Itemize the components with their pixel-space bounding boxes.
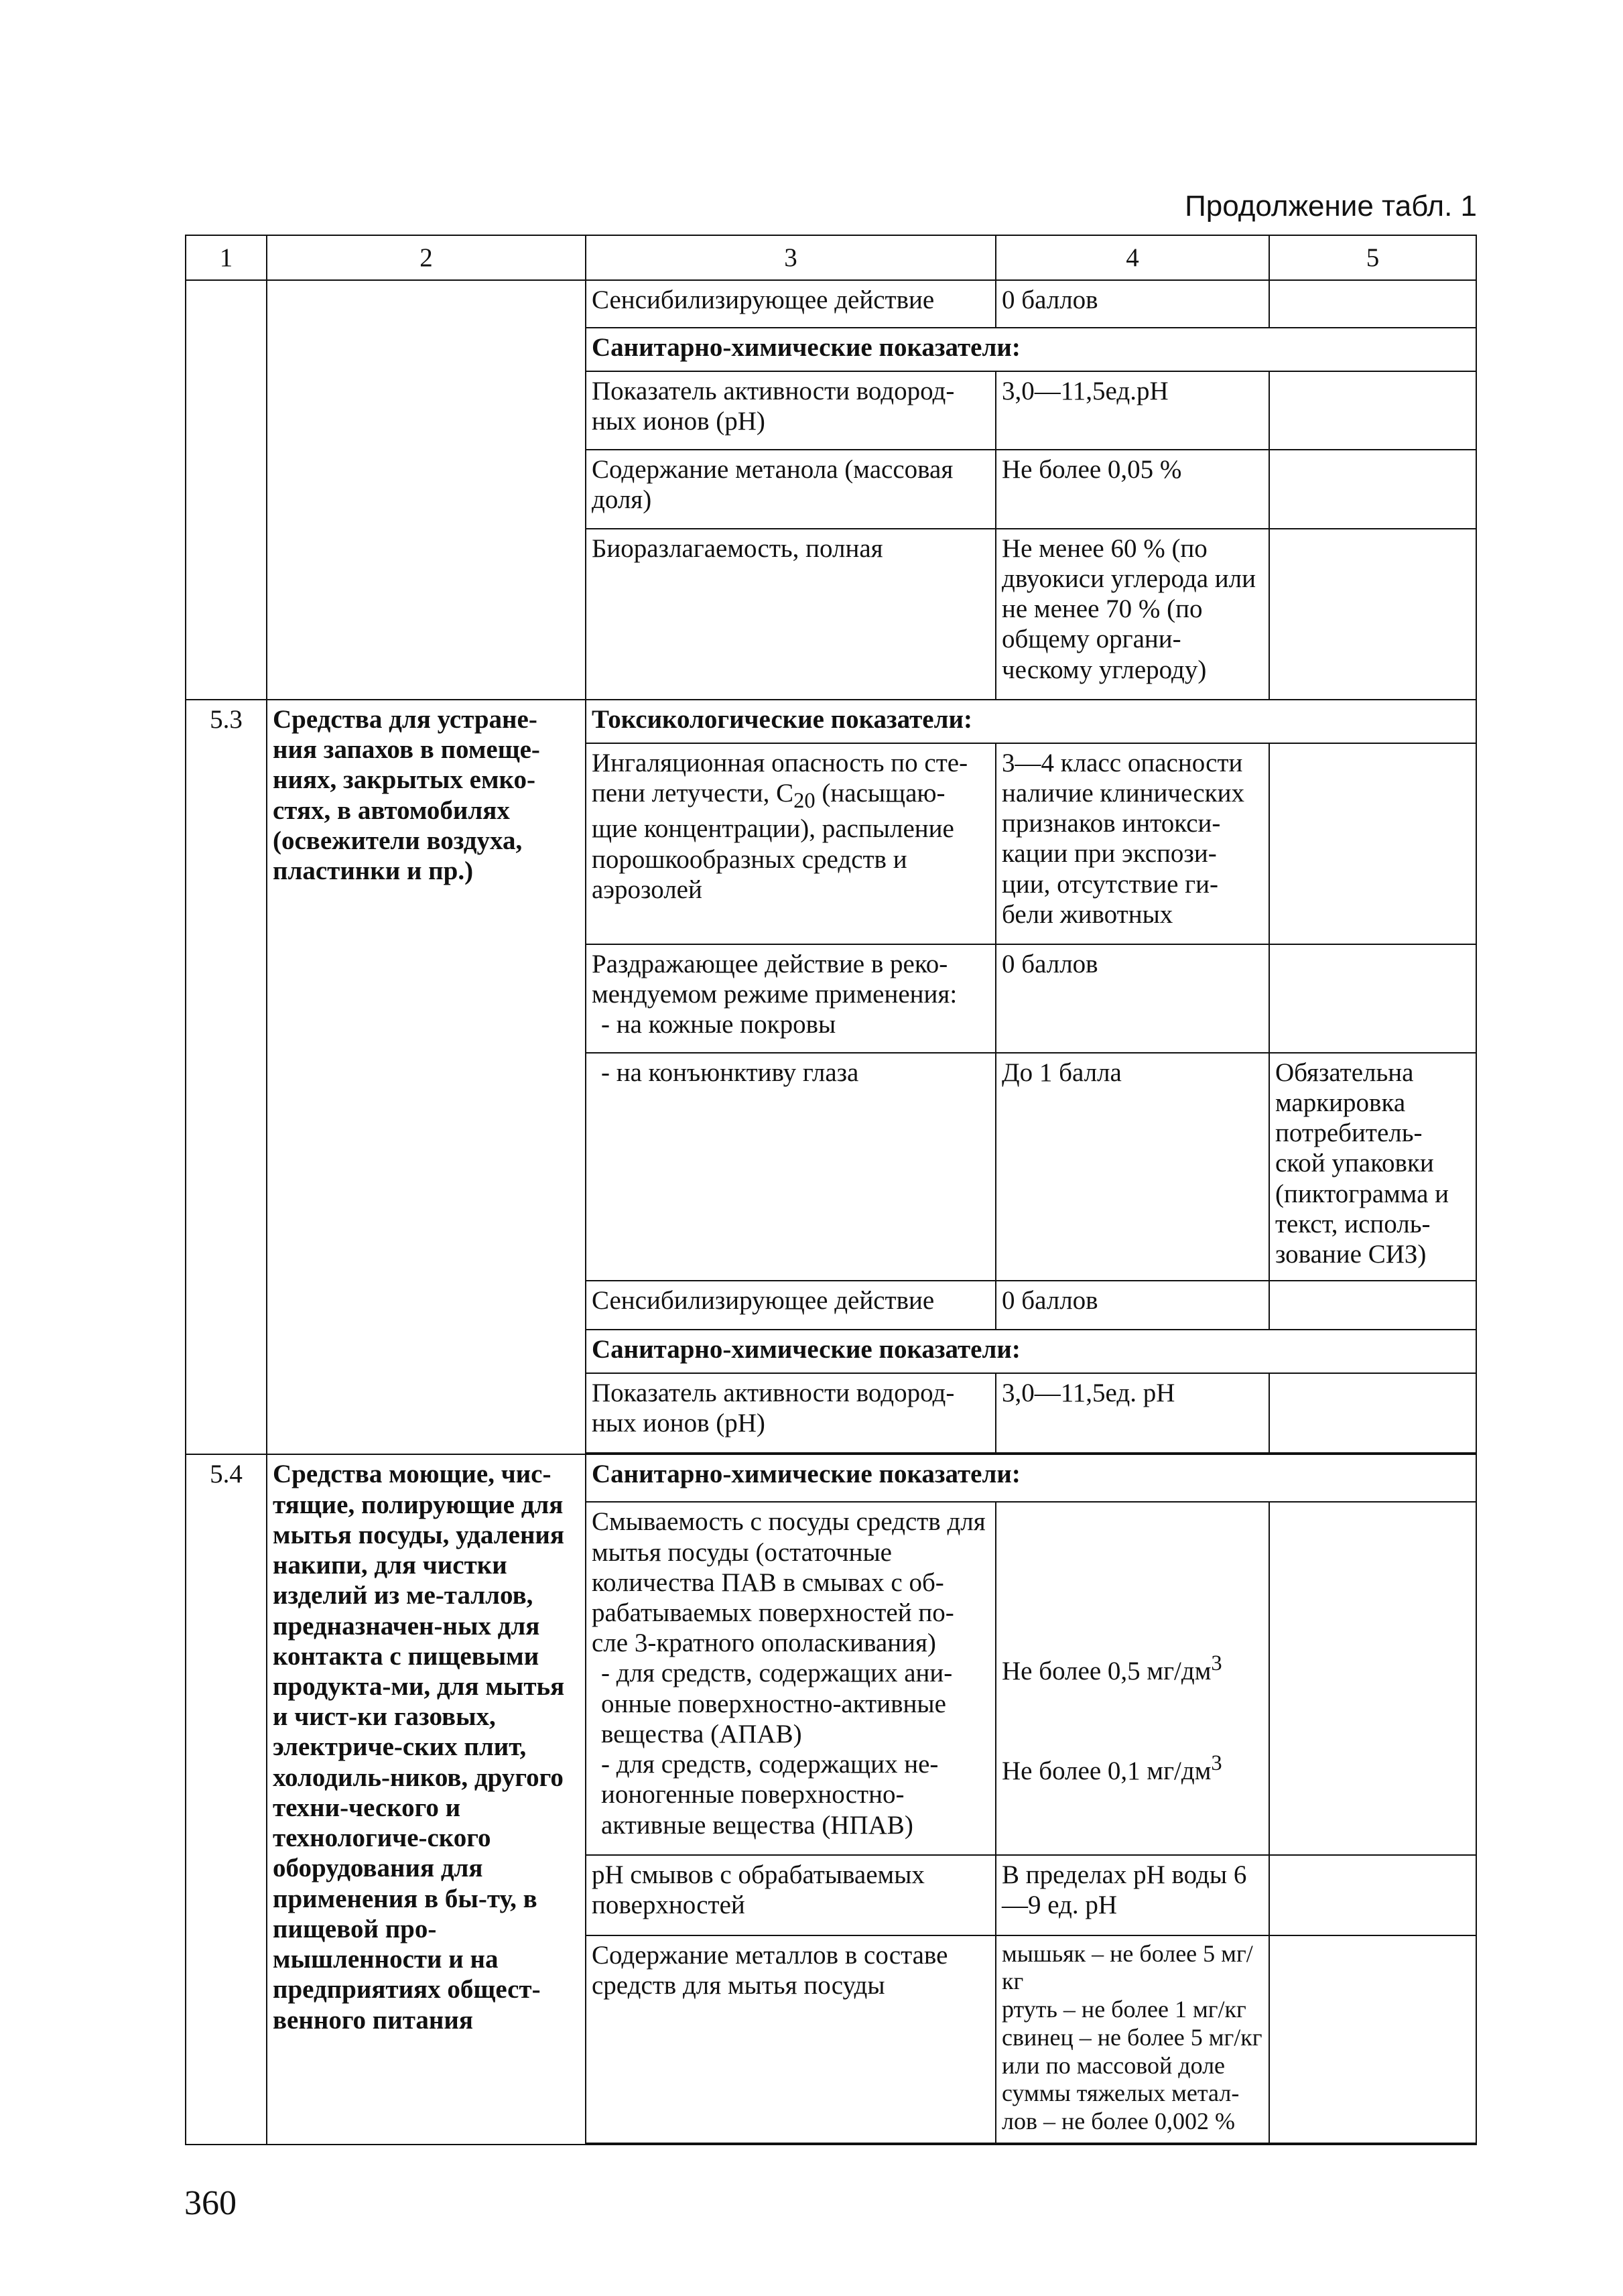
subscript: 20	[793, 788, 816, 813]
indicator-text: Раздражающее действие в реко-мендуемом режиме применения:	[592, 949, 958, 1009]
indicator-cell	[586, 1053, 996, 1281]
section-header: Санитарно-химические показатели:	[586, 1454, 1476, 1502]
indicator-subitem: - для средств, содержащих ани-онные поверхностно-активные вещества (АПАВ)	[601, 1659, 953, 1748]
data-table	[185, 235, 1477, 2145]
column-header: 3	[586, 235, 996, 280]
norm-cell: До 1 балла	[996, 1053, 1269, 1281]
indicator-cell: Показатель активности водород-ных ионов (рН)	[586, 371, 996, 450]
superscript: 3	[1211, 1750, 1222, 1775]
spacer	[1002, 1687, 1263, 1751]
note-cell: Обязательна маркировка потребитель-ской упаковки (пиктограмма и текст, исполь-зование СИЗ)	[1269, 1053, 1476, 1281]
table-caption: Продолжение табл. 1	[1185, 190, 1477, 222]
norm-cell: 0 баллов	[996, 280, 1269, 328]
norm-cell: 3,0—11,5ед. рН	[996, 1373, 1269, 1454]
indicator-cell	[586, 944, 996, 1053]
indicator-cell: Содержание металлов в составе средств для мытья посуды	[586, 1935, 996, 2143]
item-number: 5.3	[186, 700, 267, 1454]
norm-line: или по массовой доле суммы тяжелых метал-лов – не более 0,002 %	[1002, 2051, 1240, 2135]
note-cell	[1269, 1373, 1476, 1454]
product-group: Средства моющие, чис-тящие, полирующие для мытья посуды, удаления накипи, для чистки изделий из ме-таллов, предназначен-ных для контакта с пищевыми продукта-ми, для мытья и чист-ки газовых, электриче-ских плит, холодиль-ников, другого техни-ческого и технологиче-ского оборудования для применения в бы-ту, в пищевой про-мышленности и на предприятиях общест-венного питания	[267, 1454, 586, 2145]
column-header: 2	[267, 235, 586, 280]
norm-cell: 0 баллов	[996, 944, 1269, 1053]
indicator-subitem: - на кожные покровы	[601, 1010, 836, 1039]
norm-cell: В пределах рН воды 6—9 ед. рН	[996, 1855, 1269, 1935]
indicator-cell	[586, 1502, 996, 1855]
column-header: 4	[996, 235, 1269, 280]
cell-empty	[267, 280, 586, 700]
item-number: 5.4	[186, 1454, 267, 2145]
norm-text: Не более 0,1 мг/дм	[1002, 1756, 1212, 1785]
table-row	[186, 700, 1476, 743]
note-cell	[1269, 280, 1476, 328]
section-header: Токсикологические показатели:	[586, 700, 1476, 743]
note-cell	[1269, 1935, 1476, 2143]
norm-line: мышьяк – не более 5 мг/кг	[1002, 1939, 1253, 1995]
indicator-text: (насыщаю-щие концентрации), распыление порошкообразных средств и аэрозолей	[592, 778, 954, 904]
note-cell	[1269, 450, 1476, 529]
indicator-cell: рН смывов с обрабатываемых поверхностей	[586, 1855, 996, 1935]
note-cell	[1269, 1502, 1476, 1855]
page-number: 360	[184, 2184, 237, 2222]
note-cell	[1269, 743, 1476, 944]
indicator-cell	[586, 743, 996, 944]
indicator-cell: Биоразлагаемость, полная	[586, 529, 996, 700]
indicator-cell: Содержание метанола (массовая доля)	[586, 450, 996, 529]
spacer	[1002, 1507, 1263, 1651]
norm-line: свинец – не более 5 мг/кг	[1002, 2023, 1262, 2051]
norm-cell	[996, 1935, 1269, 2143]
column-header: 1	[186, 235, 267, 280]
note-cell	[1269, 944, 1476, 1053]
norm-cell: 3,0—11,5ед.рН	[996, 371, 1269, 450]
norm-cell: Не менее 60 % (по двуокиси углерода или не менее 70 % (по общему органи-ческому углероду)	[996, 529, 1269, 700]
norm-line: ртуть – не более 1 мг/кг	[1002, 1996, 1246, 2023]
norm-cell: 0 баллов	[996, 1281, 1269, 1330]
product-group: Средства для устране-ния запахов в помеще-ниях, закрытых емко-стях, в автомобилях (освежители воздуха, пластинки и пр.)	[267, 700, 586, 1454]
header-row	[186, 235, 1476, 280]
indicator-text: Ингаляционная опасность по сте-пени летучести, С	[592, 748, 968, 808]
cell-empty	[586, 2143, 1476, 2145]
note-cell	[1269, 371, 1476, 450]
table-row	[186, 1454, 1476, 1502]
note-cell	[1269, 529, 1476, 700]
indicator-cell: Сенсибилизирующее действие	[586, 280, 996, 328]
indicator-subitem: - для средств, содержащих не-ионогенные поверхностно-активные вещества (НПАВ)	[601, 1750, 939, 1840]
indicator-cell: Показатель активности водород-ных ионов (рН)	[586, 1373, 996, 1454]
note-cell	[1269, 1855, 1476, 1935]
norm-cell	[996, 1502, 1269, 1855]
column-header: 5	[1269, 235, 1476, 280]
norm-cell: Не более 0,05 %	[996, 450, 1269, 529]
norm-cell: 3—4 класс опасности наличие клинических признаков интокси-кации при экспози-ции, отсутствие ги-бели животных	[996, 743, 1269, 944]
note-cell	[1269, 1281, 1476, 1330]
section-header: Санитарно-химические показатели:	[586, 328, 1476, 371]
table-row	[186, 280, 1476, 328]
indicator-cell: Сенсибилизирующее действие	[586, 1281, 996, 1330]
norm-text: Не более 0,5 мг/дм	[1002, 1657, 1212, 1686]
indicator-text: Смываемость с посуды средств для мытья посуды (остаточные количества ПАВ в смывах с об-рабатываемых поверхностей по-сле 3-кратного ополаскивания)	[592, 1507, 986, 1658]
indicator-subitem: - на конъюнктиву глаза	[601, 1058, 859, 1087]
section-header: Санитарно-химические показатели:	[586, 1330, 1476, 1373]
superscript: 3	[1211, 1651, 1222, 1676]
cell-empty	[186, 280, 267, 700]
